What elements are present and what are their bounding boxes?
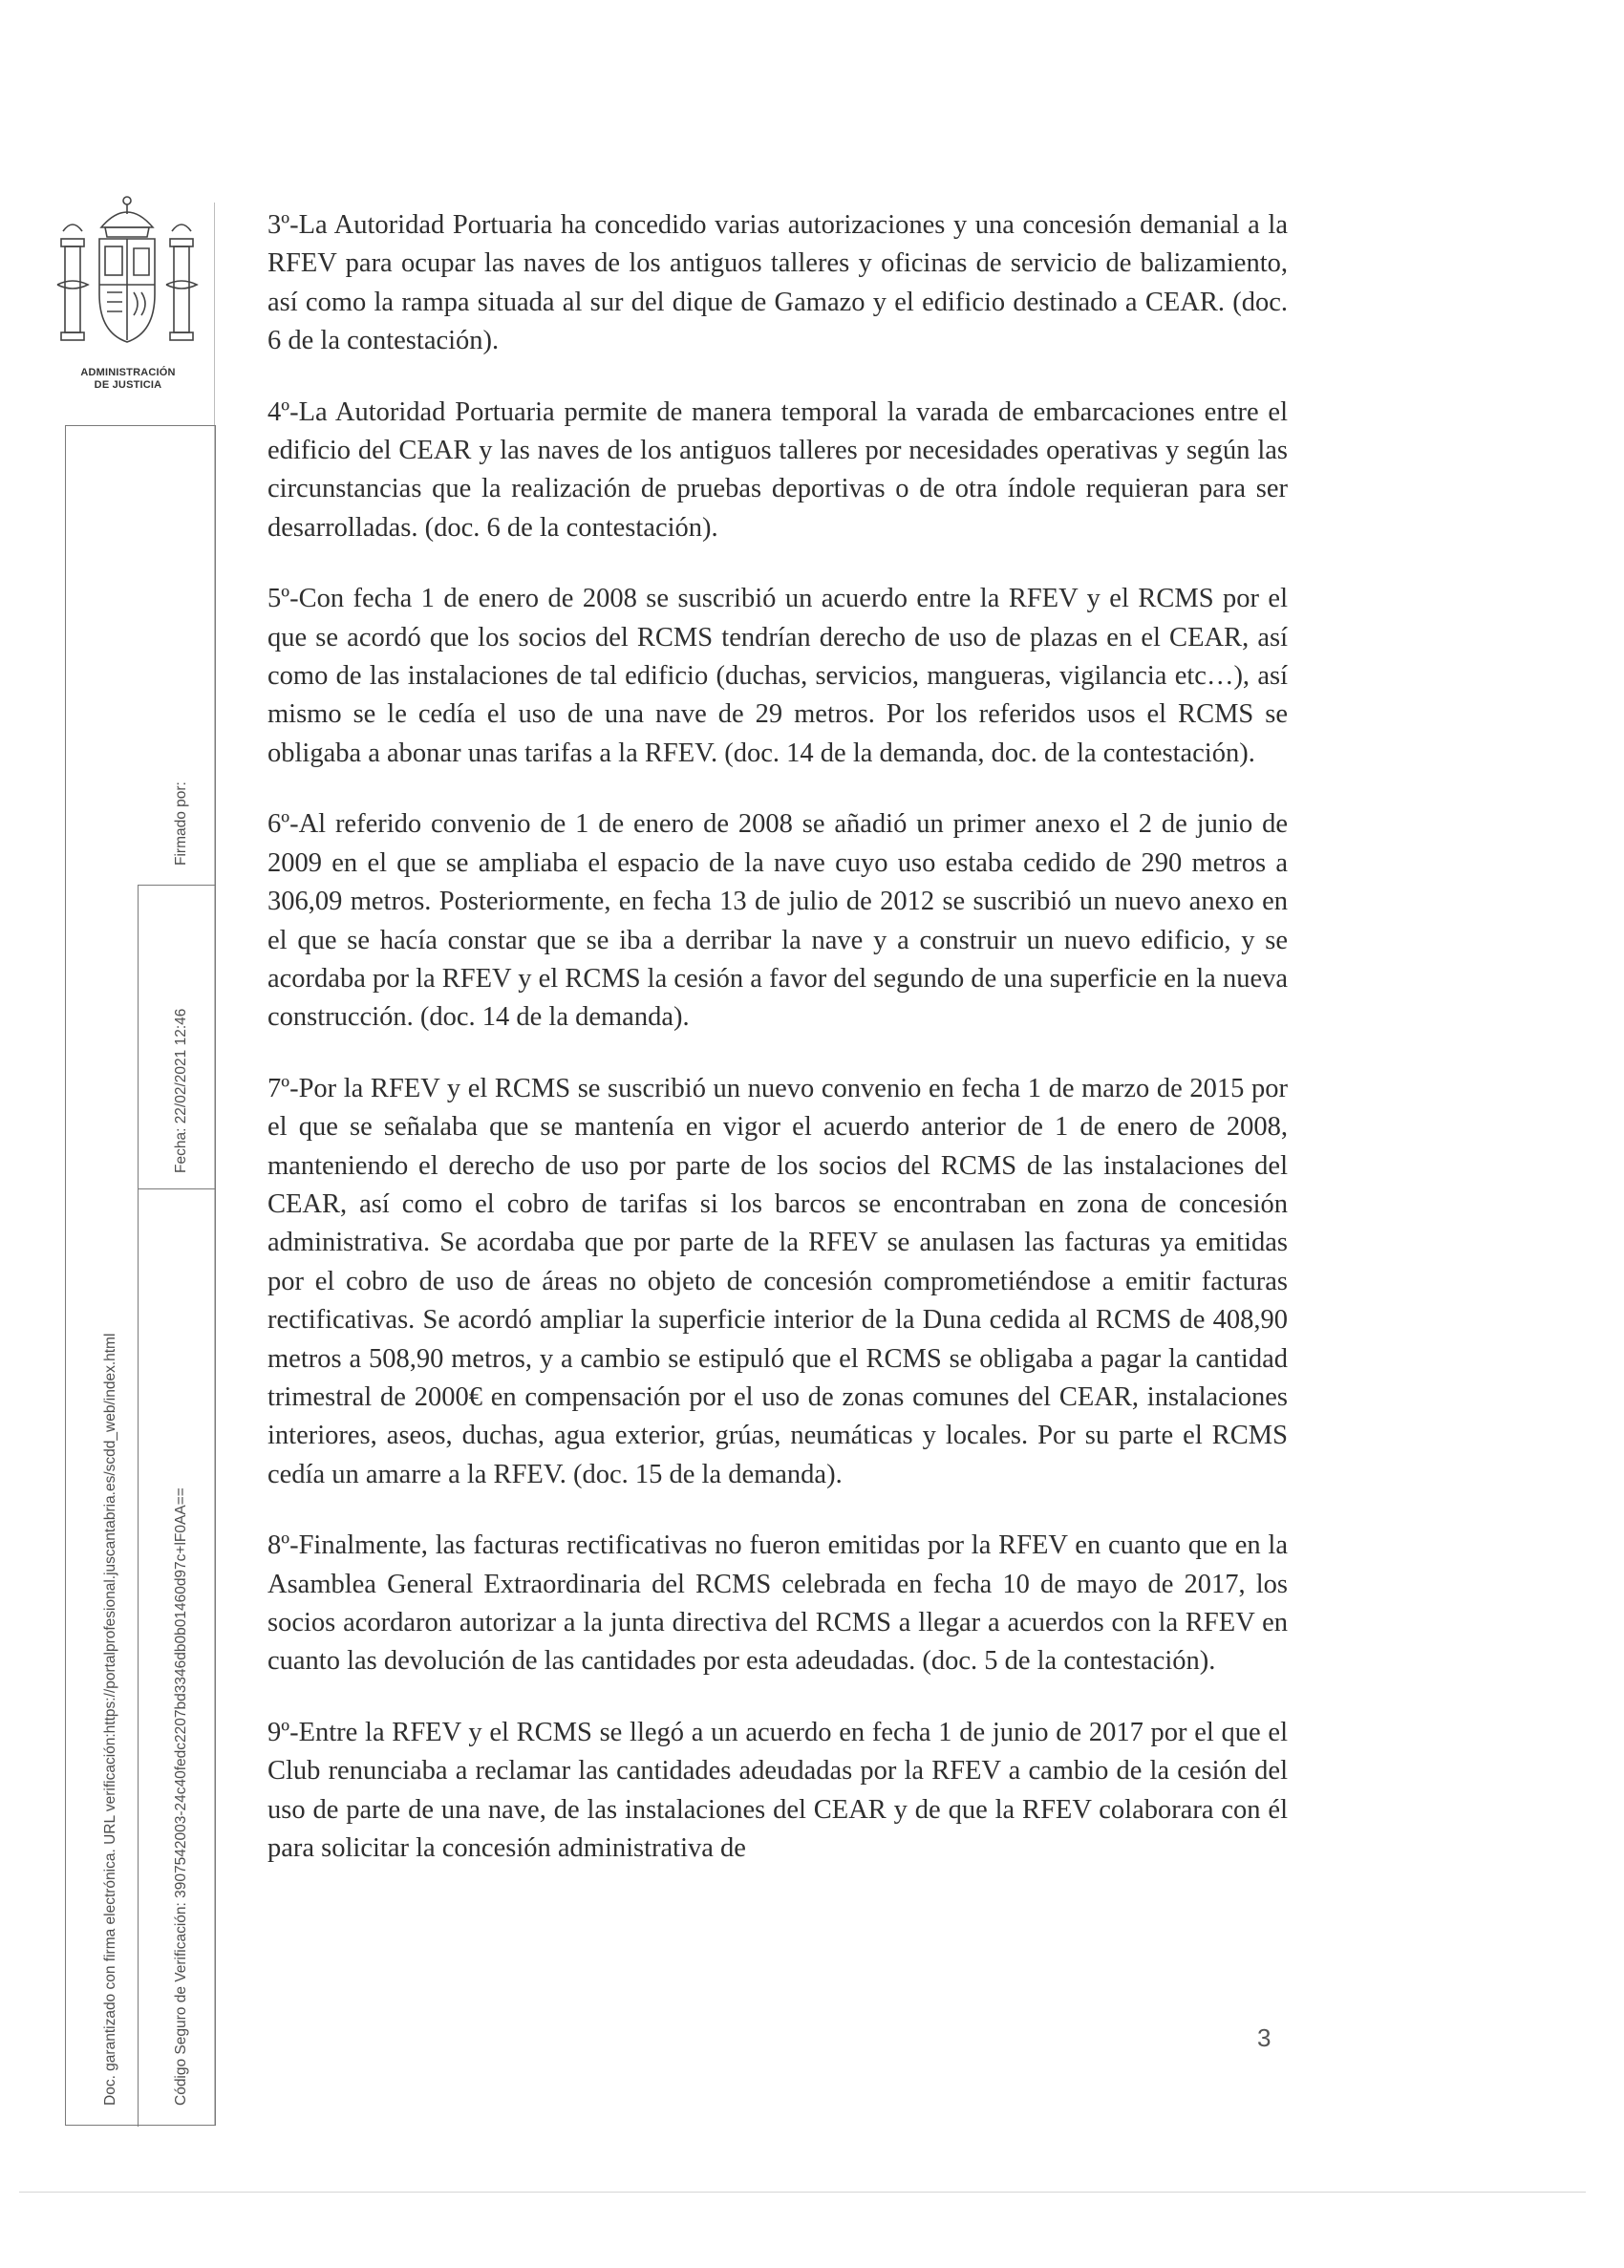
paragraph-number: 6º- xyxy=(267,809,299,840)
paragraph-8 xyxy=(267,1527,1288,1681)
paragraph-6 xyxy=(267,805,1288,1037)
page-bottom-rule xyxy=(19,2192,1586,2193)
paragraph-4 xyxy=(267,394,1288,548)
panel-column-separator xyxy=(138,885,139,2127)
panel-row-separator xyxy=(138,1188,215,1189)
paragraph-5 xyxy=(267,580,1288,773)
paragraph-text: Entre la RFEV y el RCMS se llegó a un acuerdo en fecha 1 de junio de 2017 por el que el Club renunciaba a reclamar las cantidades adeudadas por la RFEV a cambio de la cesión del uso de parte de una nave, de las instalaciones del CEAR y de que la RFEV colaborara con él para solicitar la concesión administrativa de xyxy=(267,1717,1288,1864)
paragraph-text: Finalmente, las facturas rectificativas no fueron emitidas por la RFEV en cuanto que en la Asamblea General Extraordinaria del RCMS celebrada en fecha 10 de mayo de 2017, los socios acordaron autorizar a la junta directiva del RCMS a llegar a acuerdos con la RFEV en cuanto las devolución de las cantidades por esta adeudadas. (doc. 5 de la contestación). xyxy=(267,1530,1288,1677)
verification-code: Código Seguro de Verificación: 3907542003-24c40fedc2207bd3346db0b01460d97c+lF0AA== xyxy=(173,1487,189,2106)
paragraph-number: 7º- xyxy=(267,1073,299,1103)
signature-side-panel xyxy=(65,425,216,2126)
paragraph-3 xyxy=(267,206,1288,361)
paragraph-7 xyxy=(267,1070,1288,1494)
paragraph-number: 5º- xyxy=(267,584,299,614)
emblem-caption xyxy=(50,367,206,392)
paragraph-number: 3º- xyxy=(267,210,299,240)
paragraph-text: Al referido convenio de 1 de enero de 2008 se añadió un primer anexo el 2 de junio de 2009 en el que se ampliaba el espacio de la nave cuyo uso estaba cedido de 290 metros a 306,09 metros. Posteriormente, en fecha 13 de julio de 2012 se suscribió un nuevo anexo en el que se hacía constar que se iba a derribar la nave y a construir un nuevo edificio, y se acordaba por la RFEV y el RCMS la cesión a favor del segundo de una superficie en la nueva construcción. (doc. 14 de la demanda). xyxy=(267,809,1288,1033)
paragraph-text: La Autoridad Portuaria ha concedido varias autorizaciones y una concesión demanial a la RFEV para ocupar las naves de los antiguos talleres y oficinas de servicio de balizamiento, así como la rampa situada al sur del dique de Gamazo y el edificio destinado a CEAR. (doc. 6 de la contestación). xyxy=(267,210,1288,356)
emblem-caption-line1: ADMINISTRACIÓN xyxy=(80,367,176,378)
page-number: 3 xyxy=(1257,2023,1271,2052)
document-body xyxy=(267,206,1288,1900)
paragraph-number: 9º- xyxy=(267,1717,299,1747)
paragraph-9 xyxy=(267,1714,1288,1869)
coat-of-arms-icon xyxy=(55,189,199,361)
emblem-caption-line2: DE JUSTICIA xyxy=(94,379,162,391)
paragraph-text: La Autoridad Portuaria permite de manera temporal la varada de embarcaciones entre el edificio del CEAR y las naves de los antiguos talleres por necesidades operativas y según las circunstancias que la realización de pruebas deportivas o de otra índole requieran para ser desarrolladas. (doc. 6 de la contestación). xyxy=(267,396,1288,543)
signed-by-label: Firmado por: xyxy=(173,781,189,866)
paragraph-number: 8º- xyxy=(267,1530,299,1561)
guarantee-url-text: Doc. garantizado con firma electrónica. URL verificación:https://portalprofesional.juscantabria.es/scdd_web/index.html xyxy=(102,1333,118,2106)
paragraph-text: Por la RFEV y el RCMS se suscribió un nuevo convenio en fecha 1 de marzo de 2015 por el que se señalaba que se mantenía en vigor el acuerdo anterior de 1 de enero de 2008, manteniendo el derecho de uso por parte de los socios del RCMS de las instalaciones del CEAR, así como el cobro de tarifas si los barcos se encontraban en zona de concesión administrativa. Se acordaba que por parte de la RFEV se anulasen las facturas ya emitidas por el cobro de uso de áreas no objeto de concesión comprometiéndose a emitir facturas rectificativas. Se acordó ampliar la superficie interior de la Duna cedida al RCMS de 408,90 metros a 508,90 metros, y a cambio se estipuló que el RCMS se obligaba a pagar la cantidad trimestral de 2000€ en compensación por el uso de zonas comunes del CEAR, instalaciones interiores, aseos, duchas, agua exterior, grúas, neumáticas y locales. Por su parte el RCMS cedía un amarre a la RFEV. (doc. 15 de la demanda). xyxy=(267,1073,1288,1489)
paragraph-number: 4º- xyxy=(267,396,299,427)
paragraph-text: Con fecha 1 de enero de 2008 se suscribió un acuerdo entre la RFEV y el RCMS por el que se acordó que los socios del RCMS tendrían derecho de uso de plazas en el CEAR, así como de las instalaciones de tal edificio (duchas, servicios, mangueras, vigilancia etc…), así mismo se le cedía el uso de una nave de 29 metros. Por los referidos usos el RCMS se obligaba a abonar unas tarifas a la RFEV. (doc. 14 de la demanda, doc. de la contestación). xyxy=(267,584,1288,768)
signature-date: Fecha: 22/02/2021 12:46 xyxy=(173,1008,189,1173)
panel-row-separator xyxy=(138,885,215,886)
